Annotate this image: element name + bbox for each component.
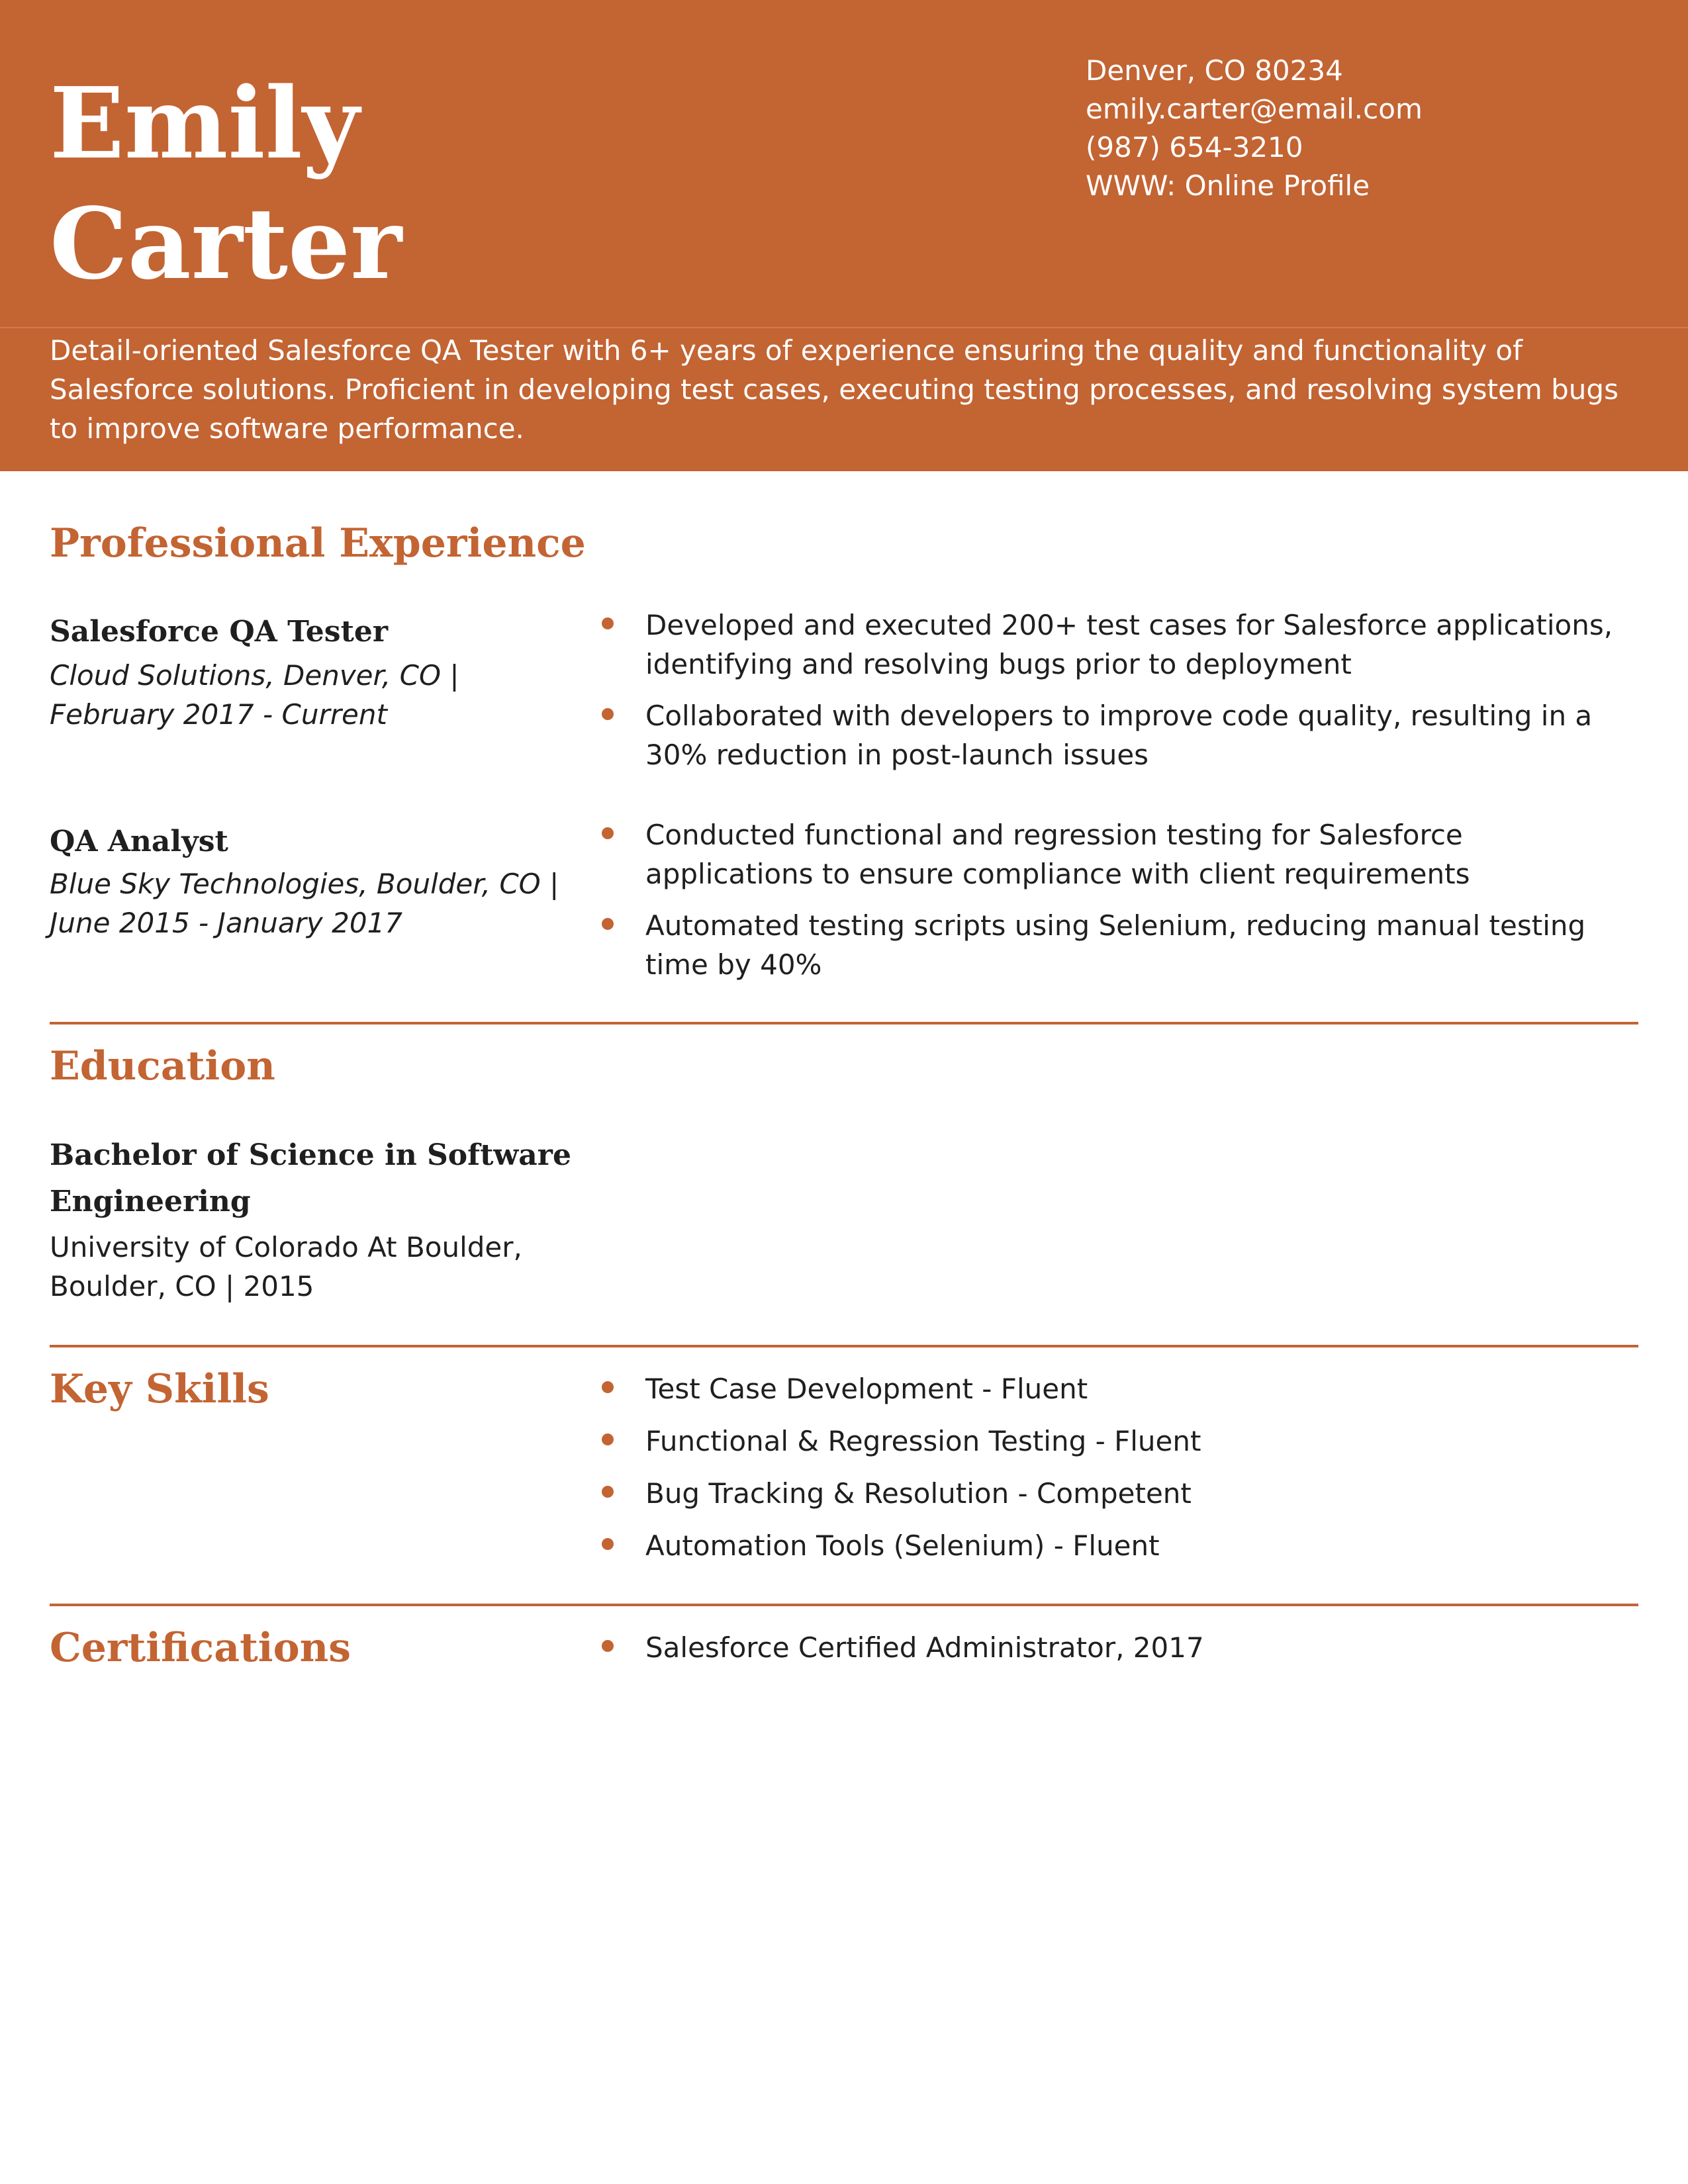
job-bullets — [599, 815, 1638, 997]
bullet-dot-icon — [602, 1538, 614, 1550]
job-company: Cloud Solutions — [50, 659, 266, 692]
job-details: , Boulder, CO | June 2015 - January 2017 — [50, 868, 559, 939]
job-title: QA Analyst — [50, 825, 228, 858]
section-title-experience: Professional Experience — [50, 520, 586, 567]
contact-block — [1086, 52, 1423, 205]
job-meta — [50, 864, 579, 942]
list-item — [599, 1369, 1638, 1408]
list-item — [599, 1422, 1638, 1461]
bullet-text: Conducted functional and regression testing for Salesforce applications to ensure compliance with client requirements — [645, 819, 1470, 890]
contact-website[interactable]: WWW: Online Profile — [1086, 169, 1370, 202]
skill-text: Functional & Regression Testing - Fluent — [645, 1425, 1201, 1457]
list-item — [599, 1474, 1638, 1513]
skill-text: Bug Tracking & Resolution - Competent — [645, 1477, 1192, 1510]
list-item — [599, 815, 1638, 893]
skill-text: Test Case Development - Fluent — [645, 1373, 1088, 1405]
skills-list — [599, 1369, 1638, 1578]
contact-location: Denver, CO 80234 — [1086, 54, 1343, 87]
certifications-list — [599, 1628, 1638, 1680]
job-details: , Denver, CO | February 2017 - Current — [50, 659, 459, 731]
bullet-dot-icon — [602, 617, 614, 629]
header-divider — [0, 327, 1688, 328]
job-company: Blue Sky Technologies — [50, 868, 359, 900]
bullet-dot-icon — [602, 827, 614, 839]
bullet-dot-icon — [602, 1486, 614, 1498]
job-title: Salesforce QA Tester — [50, 615, 389, 649]
bullet-text: Developed and executed 200+ test cases for Salesforce applications, identifying and resolving bugs prior to deployment — [645, 609, 1613, 680]
candidate-name — [50, 63, 402, 304]
section-divider — [50, 1604, 1638, 1606]
header-banner — [0, 0, 1688, 471]
bullet-dot-icon — [602, 1381, 614, 1393]
section-divider — [50, 1022, 1638, 1024]
bullet-dot-icon — [602, 1640, 614, 1652]
list-item — [599, 1526, 1638, 1565]
contact-phone: (987) 654-3210 — [1086, 131, 1303, 163]
certification-text: Salesforce Certified Administrator, 2017 — [645, 1631, 1204, 1664]
bullet-dot-icon — [602, 708, 614, 720]
section-title-certifications: Certifications — [50, 1625, 352, 1671]
section-title-skills: Key Skills — [50, 1366, 269, 1412]
skill-text: Automation Tools (Selenium) - Fluent — [645, 1529, 1160, 1562]
degree-title: Bachelor of Science in Software Engineering — [50, 1138, 571, 1218]
first-name: Emily — [50, 66, 359, 181]
bullet-dot-icon — [602, 1433, 614, 1445]
list-item — [599, 906, 1638, 984]
bullet-text: Automated testing scripts using Selenium, reducing manual testing time by 40% — [645, 909, 1586, 981]
contact-email[interactable]: emily.carter@email.com — [1086, 93, 1423, 125]
section-title-education: Education — [50, 1043, 275, 1089]
professional-summary: Detail-oriented Salesforce QA Tester with 6+ years of experience ensuring the quality and functionality of Salesforce solutions. Proficient in developing test cases, executing testing processes, and resolving system bugs to improve software performance. — [50, 334, 1618, 445]
job-bullets — [599, 606, 1638, 787]
list-item — [599, 1628, 1638, 1667]
section-divider — [50, 1345, 1638, 1347]
school-info: University of Colorado At Boulder, Boulder, CO | 2015 — [50, 1231, 522, 1302]
last-name: Carter — [50, 186, 402, 301]
bullet-text: Collaborated with developers to improve code quality, resulting in a 30% reduction in post-launch issues — [645, 700, 1593, 771]
list-item — [599, 696, 1638, 774]
job-meta — [50, 656, 579, 734]
list-item — [599, 606, 1638, 684]
bullet-dot-icon — [602, 918, 614, 930]
